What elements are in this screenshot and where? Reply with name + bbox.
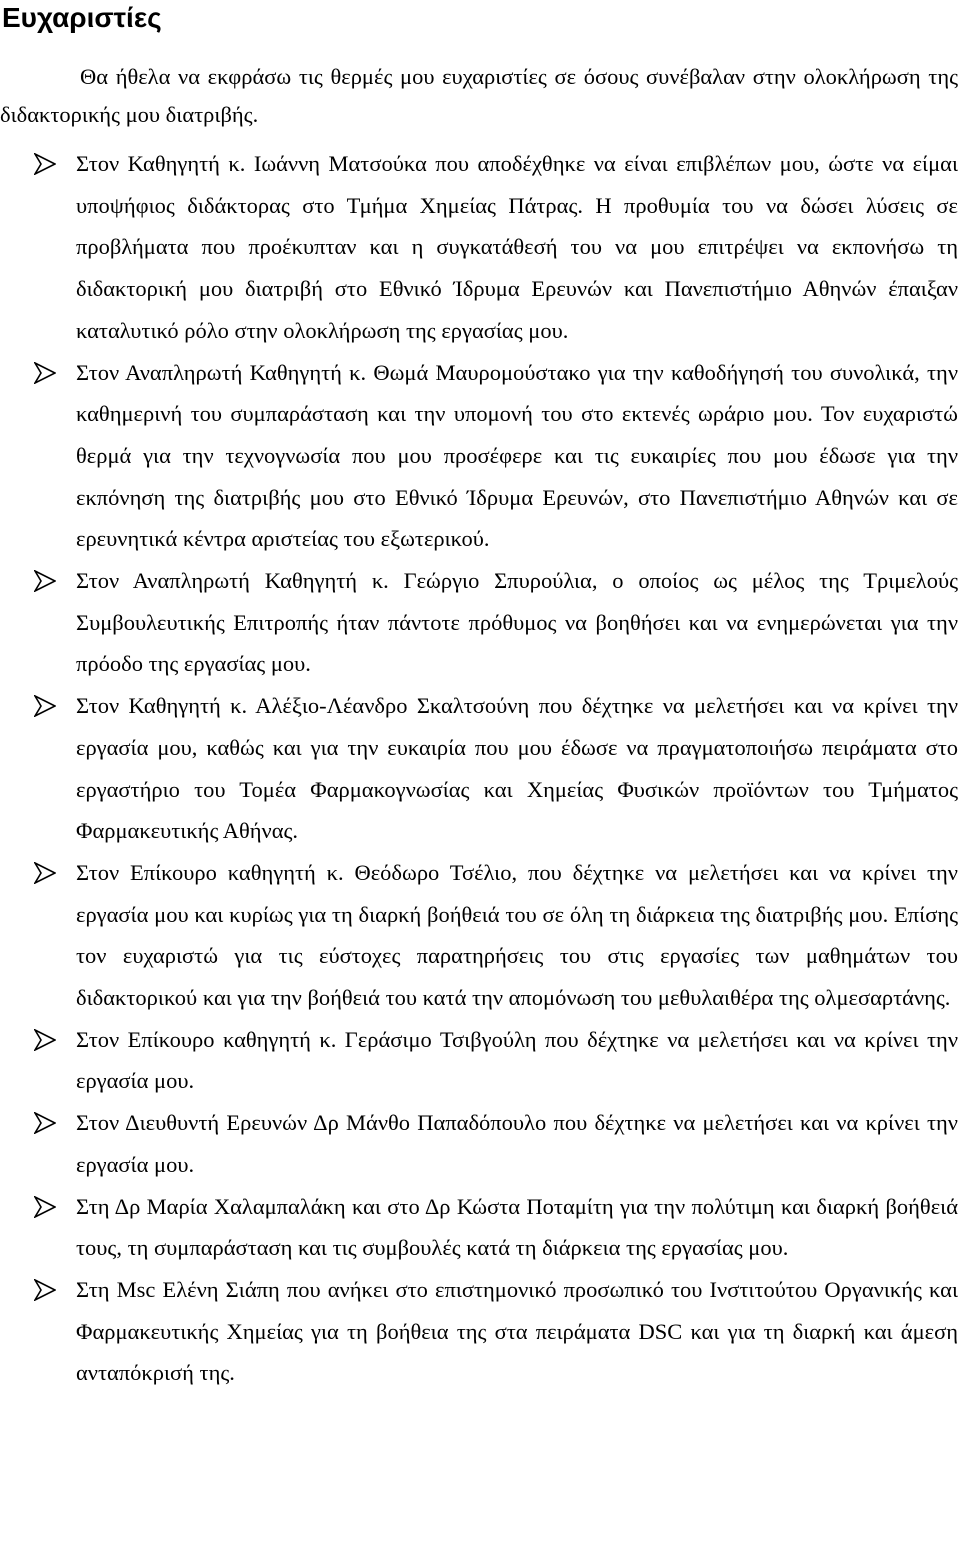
list-item-text: Στον Καθηγητή κ. Αλέξιο-Λέανδρο Σκαλτσούνη που δέχτηκε να μελετήσει και να κρίνει την εργασία μου, καθώς και για την ευκαιρία που μου έδωσε να πραγματοποιήσω πειράματα στο εργαστήριο του Τομέα Φαρμακογνωσίας και Χημείας Φυσικών προϊόντων του Τμήματος Φαρμακευτικής Αθήνας. [76, 693, 958, 844]
list-item [0, 685, 958, 852]
list-item [0, 1019, 958, 1102]
list-item-text: Στον Διευθυντή Ερευνών Δρ Μάνθο Παπαδόπουλο που δέχτηκε να μελετήσει και να κρίνει την εργασία μου. [76, 1110, 958, 1177]
list-item [0, 1269, 958, 1394]
arrowhead-bullet-icon [34, 1029, 56, 1051]
page-title: Ευχαριστίες [2, 2, 162, 33]
list-item [0, 1186, 958, 1269]
arrowhead-bullet-icon [34, 695, 56, 717]
list-item-text: Στον Επίκουρο καθηγητή κ. Γεράσιμο Τσιβγούλη που δέχτηκε να μελετήσει και να κρίνει την εργασία μου. [76, 1026, 958, 1094]
list-item [0, 352, 958, 561]
list-item-text: Στον Αναπληρωτή Καθηγητή κ. Θωμά Μαυρομούστακο για την καθοδήγησή του συνολικά, την καθημερινή του συμπαράσταση και την υπομονή του στο εκτενές ωράριο μου. Τον ευχαριστώ θερμά για την τεχνογνωσία που μου προσέφερε και τις ευκαιρίες που μου έδωσε για την εκπόνηση της διατριβής μου στο Εθνικό Ίδρυμα Ερευνών, στο Πανεπιστήμιο Αθηνών και σε ερευνητικά κέντρα αριστείας του εξωτερικού. [76, 359, 958, 552]
arrowhead-bullet-icon [34, 153, 56, 175]
arrowhead-bullet-icon [34, 862, 56, 884]
intro-paragraph: Θα ήθελα να εκφράσω τις θερμές μου ευχαριστίες σε όσους συνέβαλαν στην ολοκλήρωση της διδακτορικής μου διατριβής. [0, 64, 958, 127]
list-item-text: Στον Αναπληρωτή Καθηγητή κ. Γεώργιο Σπυρούλια, ο οποίος ως μέλος της Τριμελούς Συμβουλευτικής Επιτροπής ήταν πάντοτε πρόθυμος να βοηθήσει και να ενημερώνεται για την πρόοδο της εργασίας μου. [76, 568, 958, 677]
list-item-text: Στη Msc Ελένη Σιάπη που ανήκει στο επιστημονικό προσωπικό του Ινστιτούτου Οργανικής και Φαρμακευτικής Χημείας για τη βοήθεια της στα πειράματα DSC και για τη διαρκή και άμεση ανταπόκρισή της. [76, 1276, 958, 1386]
list-item-text: Στον Επίκουρο καθηγητή κ. Θεόδωρο Τσέλιο, που δέχτηκε να μελετήσει και να κρίνει την εργασία μου και κυρίως για τη διαρκή βοήθειά του σε όλη τη διάρκεια της διατριβής μου. Επίσης τον ευχαριστώ για τις εύστοχες παρατηρήσεις του στις εργασίες των μαθημάτων του διδακτορικού και για την βοήθειά του κατά την απομόνωση του μεθυλαιθέρα της ολμεσαρτάνης. [76, 859, 958, 1011]
list-item [0, 852, 958, 1019]
arrowhead-bullet-icon [34, 1112, 56, 1134]
arrowhead-bullet-icon [34, 362, 56, 384]
list-item-text: Στη Δρ Μαρία Χαλαμπαλάκη και στο Δρ Κώστα Ποταμίτη για την πολύτιμη και διαρκή βοήθειά τους, τη συμπαράσταση και τις συμβουλές κατά τη διάρκεια της εργασίας μου. [76, 1193, 958, 1261]
acknowledgements-list [0, 143, 958, 1394]
arrowhead-bullet-icon [34, 570, 56, 592]
list-item [0, 560, 958, 685]
list-item [0, 1102, 958, 1185]
arrowhead-bullet-icon [34, 1279, 56, 1301]
list-item-text: Στον Καθηγητή κ. Ιωάννη Ματσούκα που αποδέχθηκε να είναι επιβλέπων μου, ώστε να είμαι υποψήφιος διδάκτορας στο Τμήμα Χημείας Πάτρας. Η προθυμία του να δώσει λύσεις σε προβλήματα που προέκυπταν και η συγκατάθεσή του να μου επιτρέψει να εκπονήσω τη διδακτορική μου διατριβή στο Εθνικό Ίδρυμα Ερευνών και Πανεπιστήμιο Αθηνών έπαιξαν καταλυτικό ρόλο στην ολοκλήρωση της εργασίας μου. [76, 151, 958, 343]
list-item [0, 143, 958, 352]
arrowhead-bullet-icon [34, 1196, 56, 1218]
